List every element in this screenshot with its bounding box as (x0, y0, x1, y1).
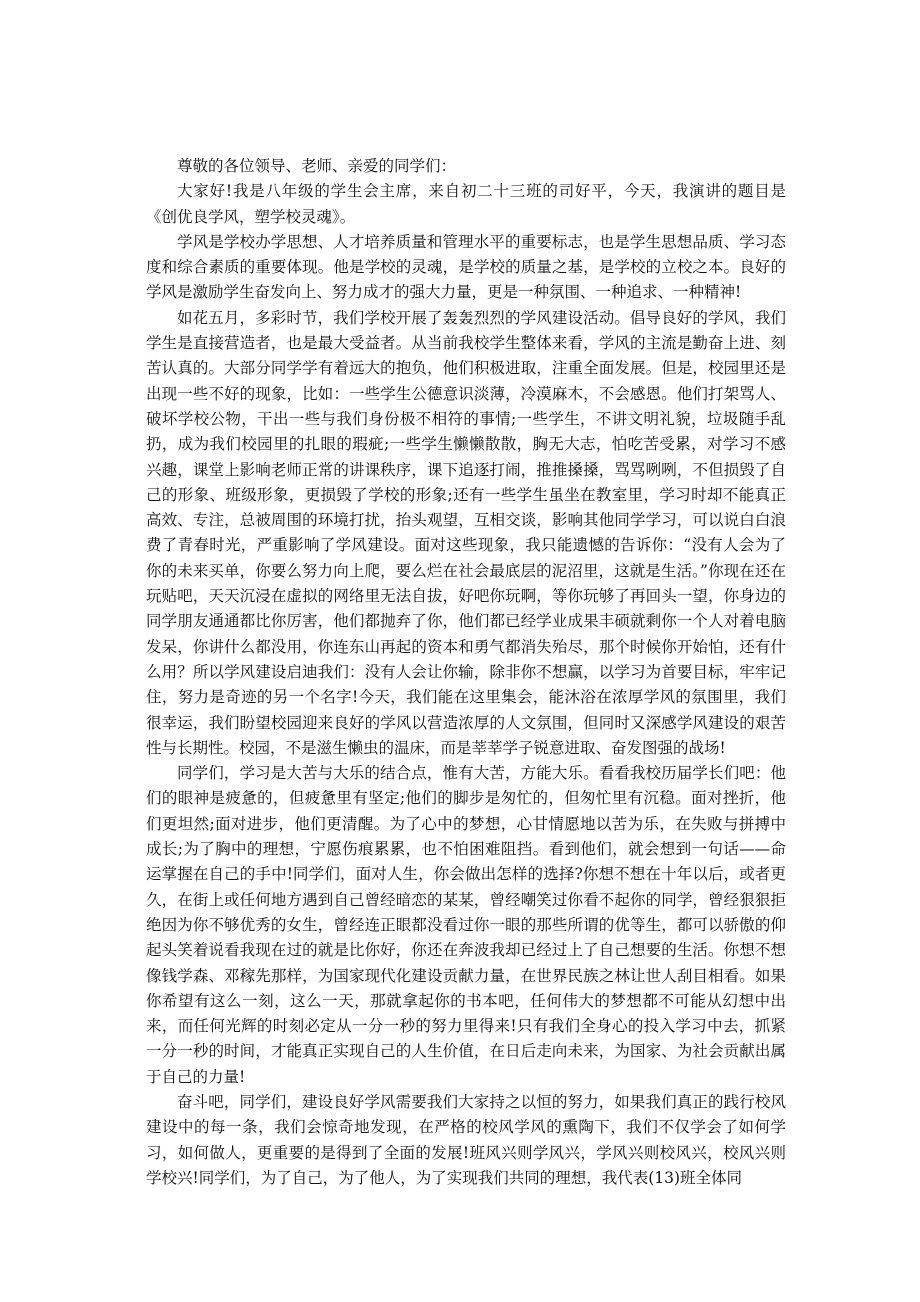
paragraph-campus-phenomena: 如花五月，多彩时节，我们学校开展了轰轰烈烈的学风建设活动。倡导良好的学风，我们学生是直接营造者，也是最大受益者。从当前我校学生整体来看，学风的主流是勤奋上进、刻苦认真的。大部分同学学有着远大的抱负，他们积极进取，注重全面发展。但是，校园里还是出现一些不好的现象，比如：一些学生公德意识淡薄，冷漠麻木，不会感恩。他们打架骂人、破坏学校公物，干出一些与我们身份极不相符的事情;一些学生，不讲文明礼貌，垃圾随手乱扔，成为我们校园里的扎眼的瑕疵;一些学生懒懒散散，胸无大志，怕吃苦受累，对学习不感兴趣，课堂上影响老师正常的讲课秩序，课下追逐打闹，推推搡搡，骂骂咧咧，不但损毁了自己的形象、班级形象，更损毁了学校的形象;还有一些学生虽坐在教室里，学习时却不能真正高效、专注，总被周围的环境打扰，抬头观望，互相交谈，影响其他同学学习，可以说白白浪费了青春时光，严重影响了学风建设。面对这些现象，我只能遗憾的告诉你：“没有人会为了你的未来买单，你要么努力向上爬，要么烂在社会最底层的泥沼里，这就是生活。”你现在还在玩贴吧，天天沉浸在虚拟的网络里无法自拔，好吧你玩啊，等你玩够了再回头一望，你身边的同学朋友通通都比你厉害，他们都抛弃了你，他们都已经学业成果丰硕就剩你一个人对着电脑发呆，你讲什么都没用，你连东山再起的资本和勇气都消失殆尽，那个时候你开始怕，还有什么用？所以学风建设启迪我们：没有人会让你输，除非你不想赢，以学习为首要目标，牢牢记住，努力是奇迹的另一个名字!今天，我们能在这里集会，能沐浴在浓厚学风的氛围里，我们很幸运，我们盼望校园迎来良好的学风以营造浓厚的人文氛围，但同时又深感学风建设的艰苦性与长期性。校园，不是滋生懒虫的温床，而是莘莘学子锐意进取、奋发图强的战场! (146, 308, 786, 757)
document-page (146, 154, 786, 1191)
greeting: 尊敬的各位领导、老师、亲爱的同学们： (177, 157, 457, 175)
paragraph-call-to-action: 奋斗吧，同学们，建设良好学风需要我们大家持之以恒的努力，如果我们真正的践行校风建设中的每一条，我们会惊奇地发现，在严格的校风学风的熏陶下，我们不仅学会了如何学习，如何做人，更重要的是得到了全面的发展!班风兴则学风兴，学风兴则校风兴，校风兴则学校兴!同学们，为了自己，为了他人，为了实现我们共同的理想，我代表(13)班全体同 (146, 1092, 786, 1187)
paragraph-introduction: 大家好!我是八年级的学生会主席，来自初二十三班的司好平，今天，我演讲的题目是《创优良学风，塑学校灵魂》。 (146, 182, 786, 226)
paragraph-hard-work: 同学们，学习是大苦与大乐的结合点，惟有大苦，方能大乐。看看我校历届学长们吧：他们的眼神是疲惫的，但疲惫里有坚定;他们的脚步是匆忙的，但匆忙里有沉稳。面对挫折，他们更坦然;面对进步，他们更清醒。为了心中的梦想，心甘情愿地以苦为乐，在失败与拼搏中成长;为了胸中的理想，宁愿伤痕累累，也不怕困难阻挡。看到他们，就会想到一句话——命运掌握在自己的手中!同学们，面对人生，你会做出怎样的选择?你想不想在十年以后，或者更久，在街上或任何地方遇到自己曾经暗恋的某某，曾经嘲笑过你看不起你的同学，曾经狠狠拒绝因为你不够优秀的女生，曾经连正眼都没看过你一眼的那些所谓的优等生，都可以骄傲的仰起头笑着说看我现在过的就是比你好，你还在奔波我却已经过上了自己想要的生活。你想不想像钱学森、邓稼先那样，为国家现代化建设贡献力量，在世界民族之林让世人刮目相看。如果你希望有这么一刻，这么一天，那就拿起你的书本吧，任何伟大的梦想都不可能从幻想中出来，而任何光辉的时刻必定从一分一秒的努力里得来!只有我们全身心的投入学习中去，抓紧一分一秒的时间，才能真正实现自己的人生价值，在日后走向未来，为国家、为社会贡献出属于自己的力量! (146, 764, 786, 1086)
paragraph-study-style-importance: 学风是学校办学思想、人才培养质量和管理水平的重要标志，也是学生思想品质、学习态度和综合素质的重要体现。他是学校的灵魂，是学校的质量之基，是学校的立校之本。良好的学风是激励学生奋发向上、努力成才的强大力量，更是一种氛围、一种追求、一种精神! (146, 232, 786, 302)
